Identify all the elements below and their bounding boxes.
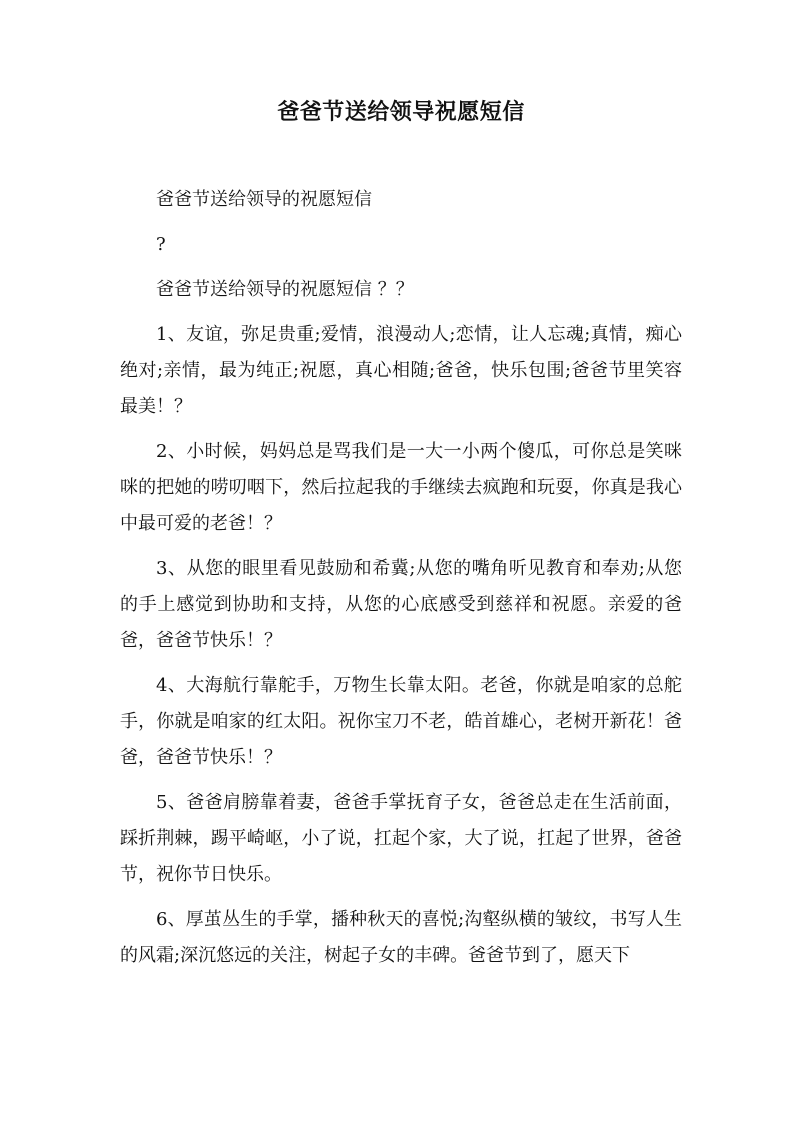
paragraph-item-2: 2、小时候，妈妈总是骂我们是一大一小两个傻瓜，可你总是笑咪咪的把她的唠叨咽下，然后拉起我的手继续去疯跑和玩耍，你真是我心中最可爱的老爸！？ [120, 441, 682, 534]
document-body [120, 182, 682, 974]
document-title: 爸爸节送给领导祝愿短信 [277, 99, 525, 125]
paragraph-question-mark: ? [156, 234, 166, 255]
paragraph-item-3: 3、从您的眼里看见鼓励和希冀;从您的嘴角听见教育和奉劝;从您的手上感觉到协助和支持，从您的心底感受到慈祥和祝愿。亲爱的爸爸，爸爸节快乐！？ [120, 558, 682, 651]
paragraph-item-1: 1、友谊，弥足贵重;爱情，浪漫动人;恋情，让人忘魂;真情，痴心绝对;亲情，最为纯正;祝愿，真心相随;爸爸，快乐包围;爸爸节里笑容最美！？ [120, 324, 682, 417]
paragraph-subtitle: 爸爸节送给领导的祝愿短信 [156, 189, 372, 210]
paragraph-item-6: 6、厚茧丛生的手掌，播种秋天的喜悦;沟壑纵横的皱纹，书写人生的风霜;深沉悠远的关注，树起子女的丰碑。爸爸节到了，愿天下 [120, 909, 682, 966]
paragraph-item-5: 5、爸爸肩膀靠着妻，爸爸手掌抚育子女，爸爸总走在生活前面，踩折荆棘，踢平崎岖，小了说，扛起个家，大了说，扛起了世界，爸爸节，祝你节日快乐。 [120, 792, 682, 885]
paragraph-heading: 爸爸节送给领导的祝愿短信 ？？ [156, 279, 414, 300]
paragraph-item-4: 4、大海航行靠舵手，万物生长靠太阳。老爸，你就是咱家的总舵手，你就是咱家的红太阳。祝你宝刀不老，皓首雄心，老树开新花！爸爸，爸爸节快乐！？ [120, 675, 682, 768]
